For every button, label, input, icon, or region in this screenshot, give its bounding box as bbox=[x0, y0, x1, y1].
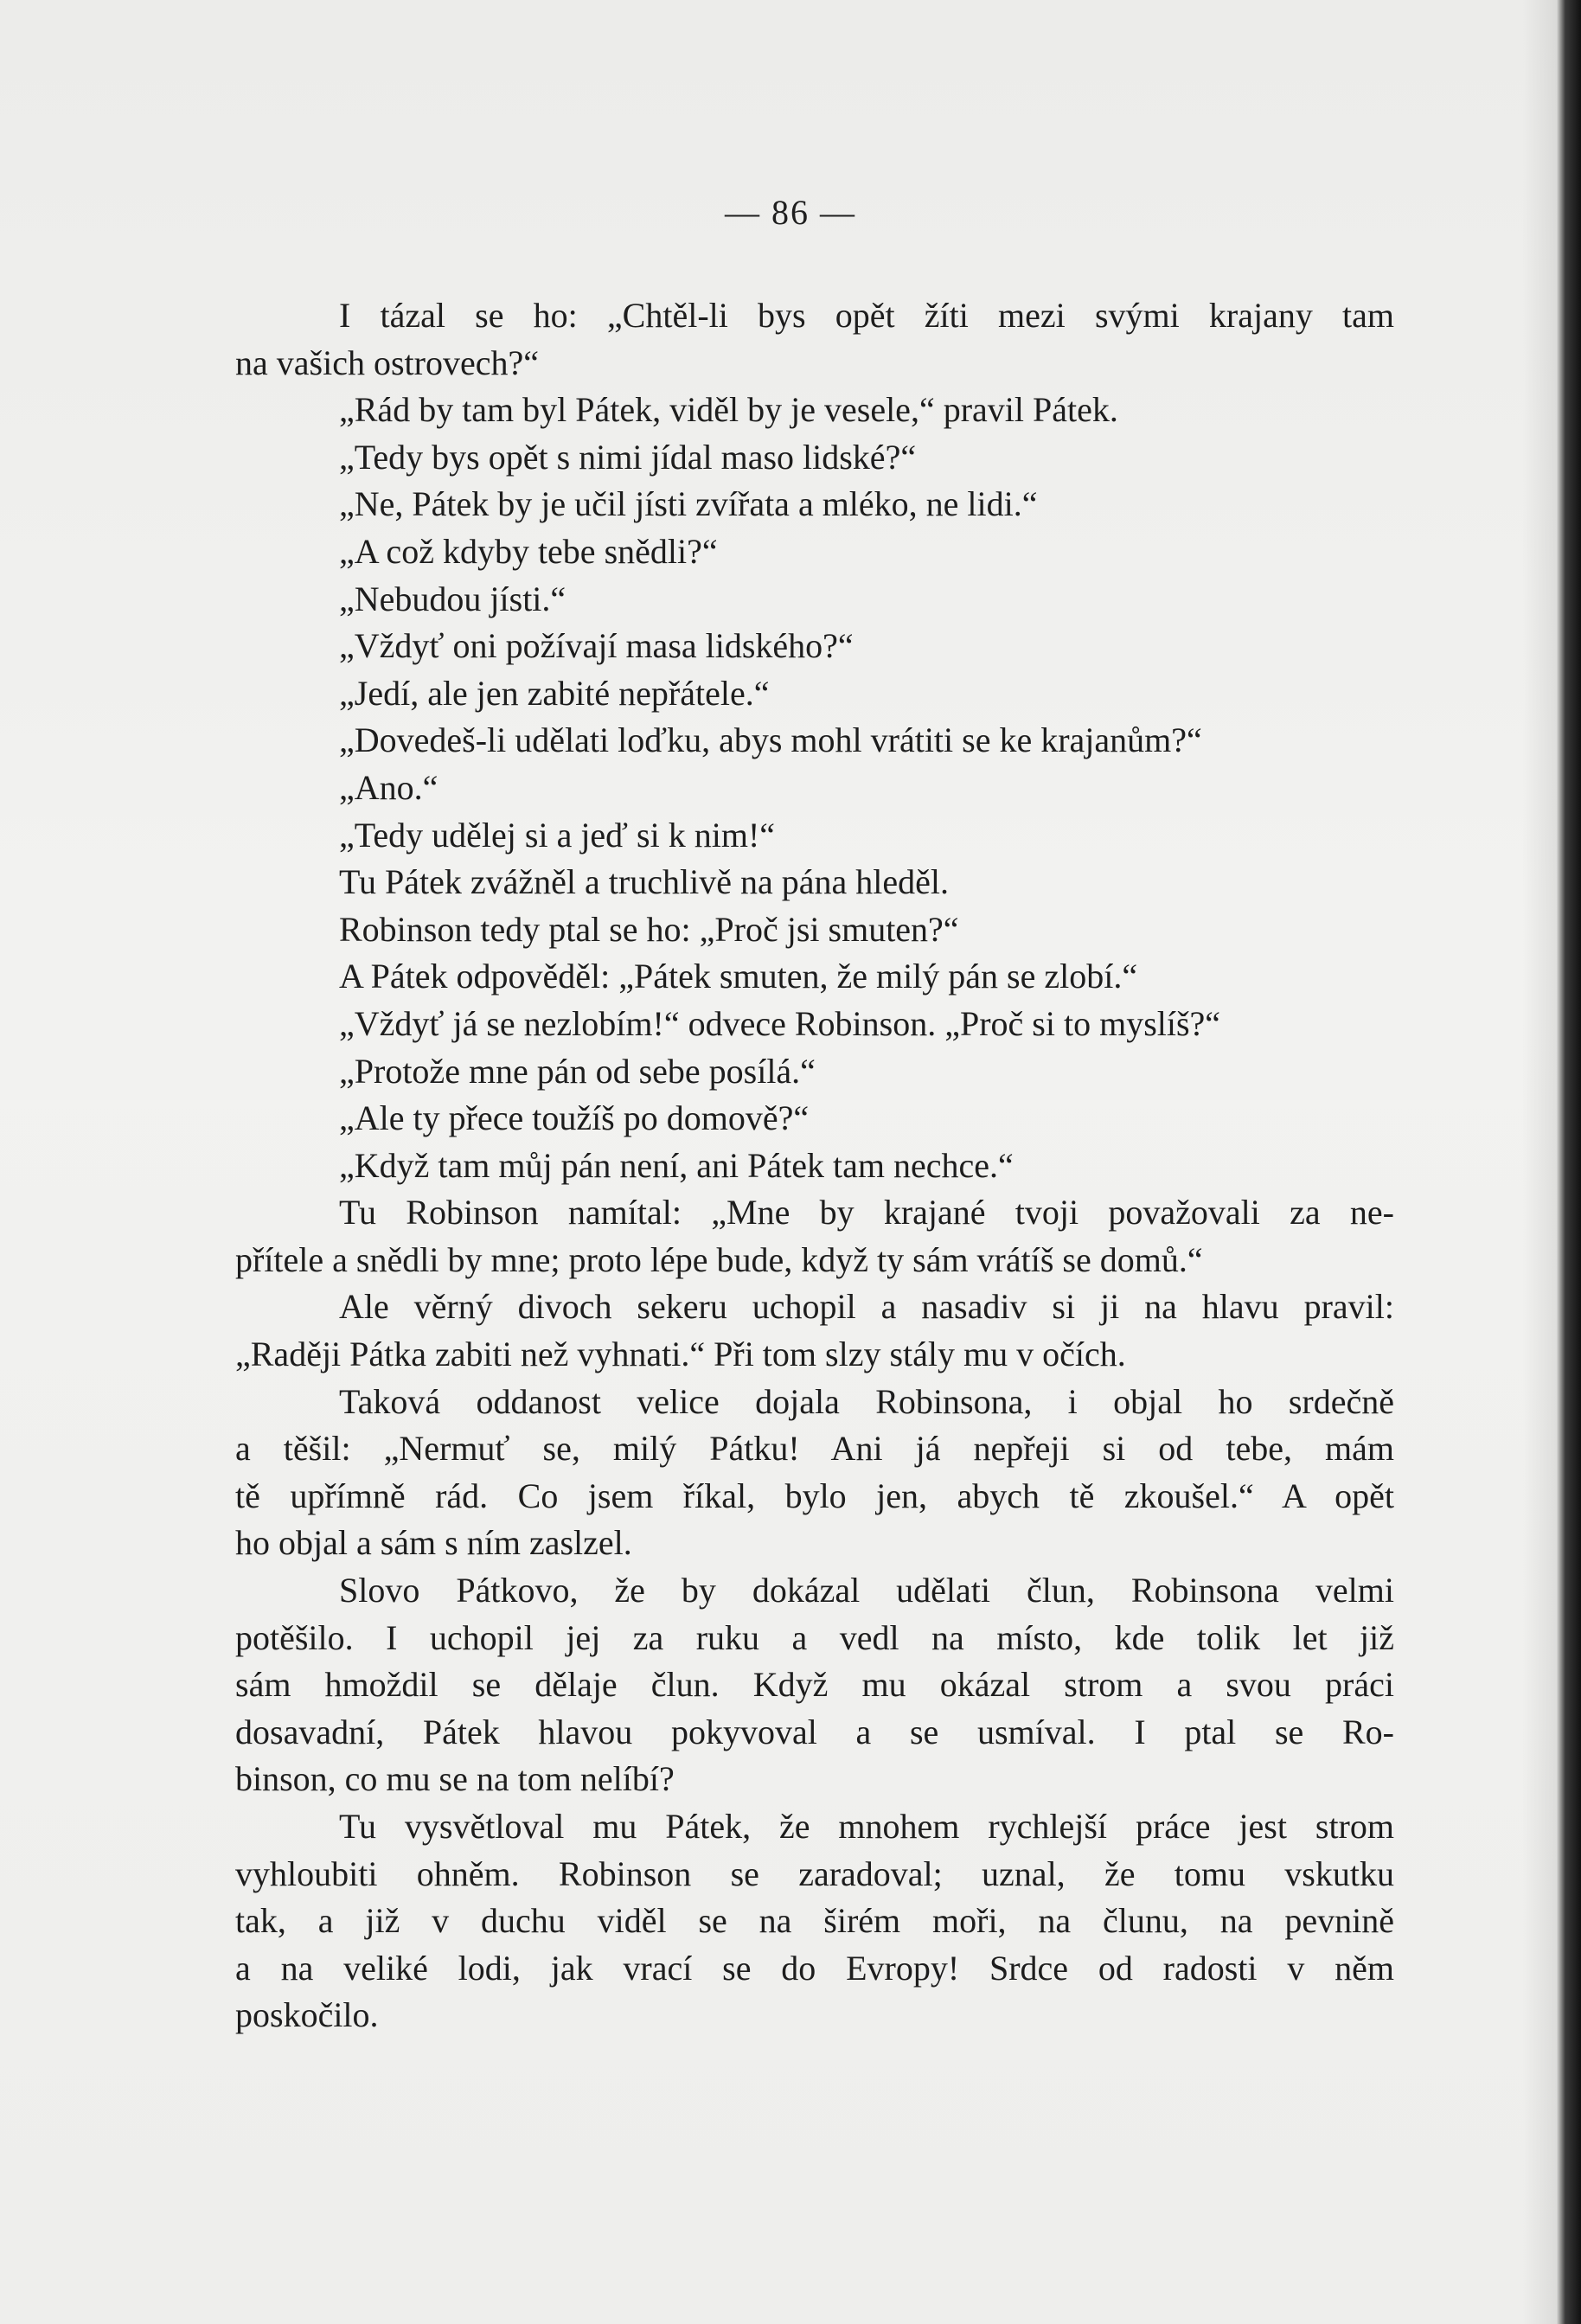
text-line: „Vždyť já se nezlobím!“ odvece Robinson. „Proč si to myslíš?“ bbox=[339, 1003, 1221, 1043]
text-line: „Ale ty přece toužíš po domově?“ bbox=[339, 1098, 810, 1138]
text-line: „Když tam můj pán není, ani Pátek tam nechce.“ bbox=[339, 1145, 1014, 1185]
text-line: a na veliké lodi, jak vrací se do Evropy! Srdce od radosti v něm bbox=[235, 1948, 1394, 1988]
text-line: „Raději Pátka zabiti než vyhnati.“ Při tom slzy stály mu v očích. bbox=[235, 1335, 1126, 1374]
text-line: Tu vysvětloval mu Pátek, že mnohem rychlejší práce jest strom bbox=[339, 1807, 1394, 1846]
text-line: přítele a snědli by mne; proto lépe bude, když ty sám vrátíš se domů.“ bbox=[235, 1239, 1203, 1279]
text-line: „Tedy udělej si a jeď si k nim!“ bbox=[339, 815, 776, 855]
text-line: „Rád by tam byl Pátek, viděl by je vesele,“ pravil Pátek. bbox=[339, 390, 1118, 430]
text-line: na vašich ostrovech?“ bbox=[235, 343, 539, 382]
text-line: Tu Robinson namítal: „Mne by krajané tvoji považovali za ne- bbox=[339, 1193, 1394, 1232]
text-line: „Vždyť oni požívají masa lidského?“ bbox=[339, 626, 854, 666]
text-line: „Dovedeš-li udělati loďku, abys mohl vrátiti se ke krajanům?“ bbox=[339, 720, 1202, 760]
text-line: „Jedí, ale jen zabité nepřátele.“ bbox=[339, 673, 770, 713]
text-line: a těšil: „Nermuť se, milý Pátku! Ani já nepřeji si od tebe, mám bbox=[235, 1429, 1394, 1469]
text-line: dosavadní, Pátek hlavou pokyvoval a se usmíval. I ptal se Ro- bbox=[235, 1712, 1394, 1751]
body-text bbox=[235, 292, 1394, 2039]
text-line: Slovo Pátkovo, že by dokázal udělati člun, Robinsona velmi bbox=[339, 1571, 1394, 1610]
text-line: „Ano.“ bbox=[339, 767, 438, 807]
text-line: Ale věrný divoch sekeru uchopil a nasadiv si ji na hlavu pravil: bbox=[339, 1287, 1394, 1327]
text-line: poskočilo. bbox=[235, 1995, 379, 2035]
text-line: „Ne, Pátek by je učil jísti zvířata a mléko, ne lidi.“ bbox=[339, 484, 1038, 524]
text-line: Robinson tedy ptal se ho: „Proč jsi smuten?“ bbox=[339, 909, 959, 949]
page-binding-edge bbox=[1557, 0, 1581, 2324]
text-line: potěšilo. I uchopil jej za ruku a vedl na místo, kde tolik let již bbox=[235, 1617, 1394, 1657]
text-line: Tu Pátek zvážněl a truchlivě na pána hleděl. bbox=[339, 862, 949, 902]
text-line: tě upřímně rád. Co jsem říkal, bylo jen, abych tě zkoušel.“ A opět bbox=[235, 1476, 1394, 1515]
text-line: „A což kdyby tebe snědli?“ bbox=[339, 531, 718, 571]
text-line: „Nebudou jísti.“ bbox=[339, 579, 566, 618]
text-line: binson, co mu se na tom nelíbí? bbox=[235, 1759, 675, 1799]
text-line: A Pátek odpověděl: „Pátek smuten, že milý pán se zlobí.“ bbox=[339, 957, 1138, 996]
text-line: „Protože mne pán od sebe posílá.“ bbox=[339, 1051, 816, 1091]
text-line: „Tedy bys opět s nimi jídal maso lidské?“ bbox=[339, 437, 917, 477]
text-line: vyhloubiti ohněm. Robinson se zaradoval; uznal, že tomu vskutku bbox=[235, 1853, 1394, 1893]
page-number: — 86 — bbox=[725, 193, 856, 232]
page-edge-shadow bbox=[1522, 0, 1557, 2324]
text-line: Taková oddanost velice dojala Robinsona, i objal ho srdečně bbox=[339, 1381, 1394, 1421]
text-line: tak, a již v duchu viděl se na širém moři, na člunu, na pevnině bbox=[235, 1901, 1394, 1941]
text-line: ho objal a sám s ním zaslzel. bbox=[235, 1523, 632, 1563]
text-line: I tázal se ho: „Chtěl-li bys opět žíti mezi svými krajany tam bbox=[339, 296, 1394, 335]
text-line: sám hmoždil se dělaje člun. Když mu okázal strom a svou práci bbox=[235, 1665, 1394, 1705]
